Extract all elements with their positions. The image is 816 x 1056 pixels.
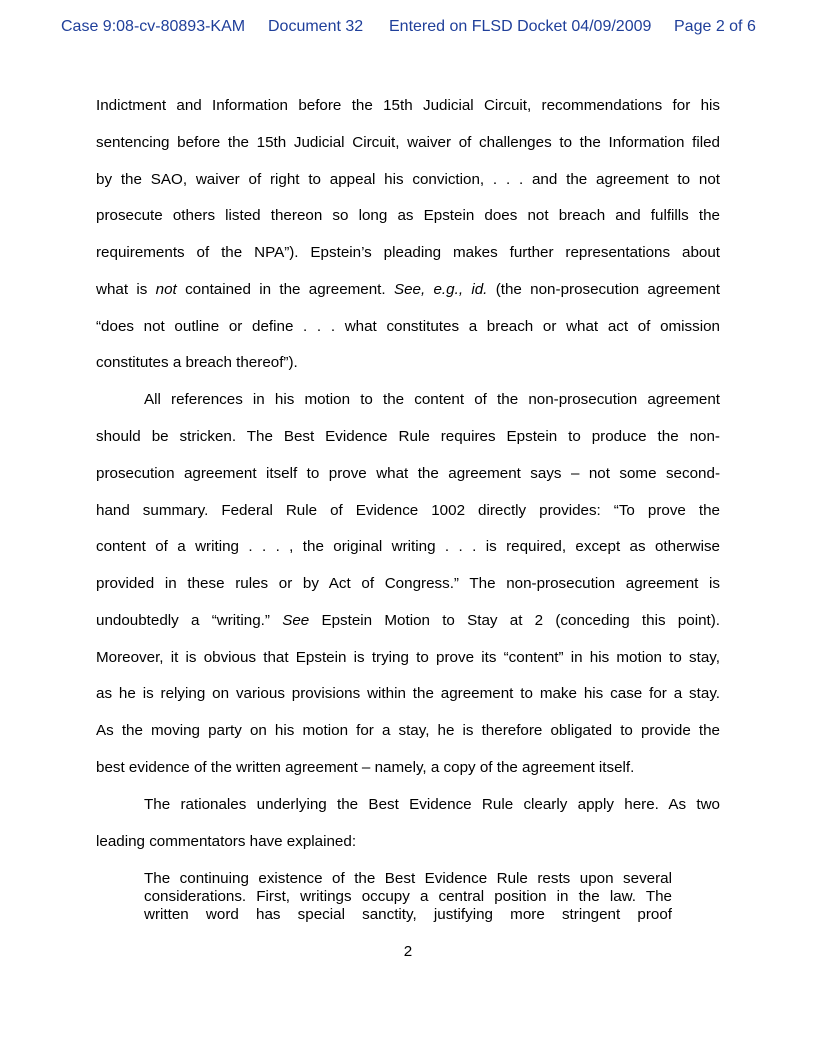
paragraph-2-line-8: Moreover, it is obvious that Epstein is trying to prove its “content” in his motion to stay, bbox=[96, 649, 720, 666]
paragraph-3-line-1: The rationales underlying the Best Evidence Rule clearly apply here. As two bbox=[144, 796, 720, 813]
block-quote-line-2: considerations. First, writings occupy a central position in the law. The bbox=[144, 888, 672, 905]
paragraph-1-line-4: prosecute others listed thereon so long as Epstein does not breach and fulfills the bbox=[96, 207, 720, 224]
paragraph-2-line-7 bbox=[96, 611, 720, 631]
header-entered-date: Entered on FLSD Docket 04/09/2009 bbox=[389, 18, 652, 35]
paragraph-1-line-3: by the SAO, waiver of right to appeal his conviction, . . . and the agreement to not bbox=[96, 171, 720, 188]
text-span: undoubtedly a “writing.” bbox=[96, 612, 283, 629]
header-case-number: Case 9:08-cv-80893-KAM bbox=[61, 18, 246, 35]
paragraph-1-line-1: Indictment and Information before the 15th Judicial Circuit, recommendations for his bbox=[96, 97, 720, 114]
paragraph-2-line-10: As the moving party on his motion for a stay, he is therefore obligated to provide the bbox=[96, 722, 720, 739]
text-span: what is bbox=[96, 281, 156, 298]
citation-signal: See, e.g., id. bbox=[393, 281, 488, 298]
paragraph-2-line-1: All references in his motion to the content of the non-prosecution agreement bbox=[144, 391, 720, 408]
italic-emphasis: not bbox=[155, 281, 177, 298]
text-span: Epstein Motion to Stay at 2 (conceding this point). bbox=[309, 612, 721, 629]
header-page-count: Page 2 of 6 bbox=[674, 18, 756, 35]
text-span: contained in the agreement. bbox=[176, 281, 394, 298]
paragraph-1-line-7: “does not outline or define . . . what constitutes a breach or what act of omission bbox=[96, 318, 720, 335]
paragraph-2-line-2: should be stricken. The Best Evidence Rule requires Epstein to produce the non- bbox=[96, 428, 720, 445]
paragraph-1-line-2: sentencing before the 15th Judicial Circuit, waiver of challenges to the Information filed bbox=[96, 134, 720, 151]
page-number: 2 bbox=[403, 943, 413, 960]
block-quote-line-1: The continuing existence of the Best Evidence Rule rests upon several bbox=[144, 870, 672, 887]
header-document-number: Document 32 bbox=[268, 18, 364, 35]
paragraph-3-line-2: leading commentators have explained: bbox=[96, 833, 357, 850]
paragraph-1-line-8: constitutes a breach thereof”). bbox=[96, 354, 298, 371]
block-quote-line-3: written word has special sanctity, justifying more stringent proof bbox=[144, 906, 672, 923]
block-quote bbox=[144, 870, 672, 930]
paragraph-2-line-4: hand summary. Federal Rule of Evidence 1002 directly provides: “To prove the bbox=[96, 502, 720, 519]
paragraph-2-line-6: provided in these rules or by Act of Congress.” The non-prosecution agreement is bbox=[96, 575, 720, 592]
text-span: (the non-prosecution agreement bbox=[487, 281, 720, 298]
paragraph-1-line-5: requirements of the NPA”). Epstein’s pleading makes further representations about bbox=[96, 244, 720, 261]
paragraph-1-line-6 bbox=[96, 280, 720, 300]
citation-signal: See bbox=[282, 612, 310, 629]
paragraph-2-line-9: as he is relying on various provisions within the agreement to make his case for a stay. bbox=[96, 685, 720, 702]
paragraph-2-line-11: best evidence of the written agreement – namely, a copy of the agreement itself. bbox=[96, 759, 635, 776]
paragraph-2-line-5: content of a writing . . . , the original writing . . . is required, except as otherwise bbox=[96, 538, 720, 555]
paragraph-2-line-3: prosecution agreement itself to prove what the agreement says – not some second- bbox=[96, 465, 720, 482]
